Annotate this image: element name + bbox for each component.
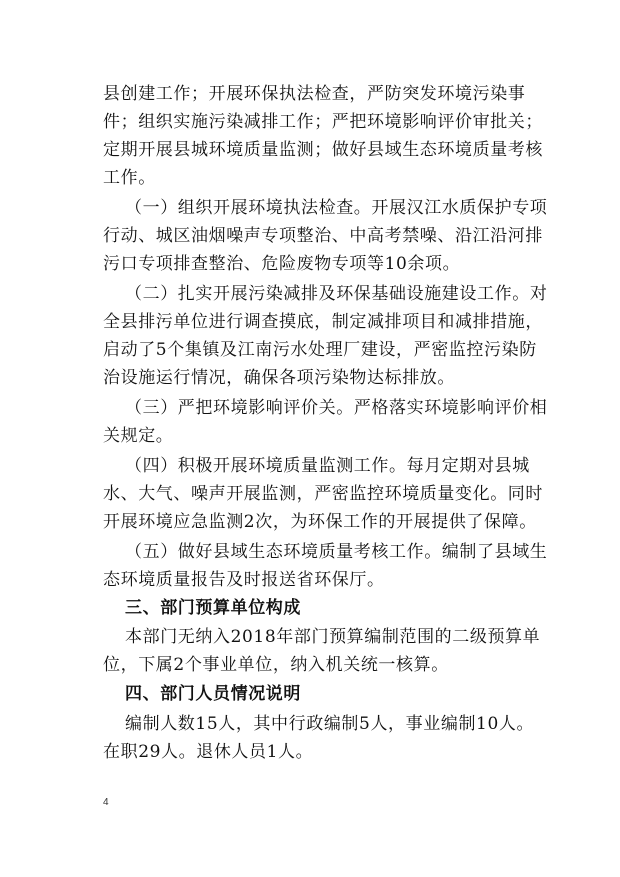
line-text: 工作。	[103, 168, 156, 188]
line-text: 污口专项排查整治、危险废物专项等10余项。	[103, 254, 461, 274]
line-text: 开展环境应急监测2次，为环保工作的开展提供了保障。	[103, 512, 537, 532]
line-text: 编制人数15人，其中行政编制5人，事业编制10人。	[125, 714, 535, 734]
text-line	[103, 224, 543, 248]
line-text: 本部门无纳入2018年部门预算编制范围的二级预算单	[125, 627, 541, 647]
page-number: 4	[103, 797, 109, 808]
line-text: 严格落实环境影响评价相	[353, 398, 548, 418]
line-text: 行动、城区油烟噪声专项整治、中高考禁噪、沿江沿河排	[103, 226, 543, 246]
text-line	[103, 166, 156, 190]
item-lead: （三）严把环境影响评价关。	[125, 398, 354, 418]
text-line	[103, 740, 313, 764]
text-line	[103, 310, 543, 334]
section-heading	[125, 596, 301, 620]
item-lead: （一）组织开展环境执法检查。	[125, 198, 372, 218]
section-heading	[125, 682, 301, 706]
line-text: 四、部门人员情况说明	[125, 684, 301, 704]
text-line	[103, 424, 173, 448]
line-text: 对	[529, 284, 548, 304]
line-text: 开展汉江水质保护专项	[371, 198, 548, 218]
text-line	[103, 252, 460, 276]
text-line	[125, 196, 547, 220]
text-line	[103, 568, 385, 592]
text-line	[125, 282, 547, 306]
line-text: 三、部门预算单位构成	[125, 598, 301, 618]
line-text: 定期开展县城环境质量监测；做好县域生态环境质量考核	[103, 140, 543, 160]
text-line	[103, 110, 543, 134]
text-line	[125, 712, 534, 736]
text-line	[103, 510, 537, 534]
line-text: 每月定期对县城	[406, 456, 530, 476]
text-line	[125, 396, 547, 420]
text-line	[125, 454, 530, 478]
line-text: 治设施运行情况，确保各项污染物达标排放。	[103, 368, 455, 388]
text-line	[125, 625, 540, 649]
text-line	[103, 338, 537, 362]
line-text: 全县排污单位进行调查摸底，制定减排项目和减排措施，	[103, 312, 543, 332]
line-text: 县创建工作；开展环保执法检查，严防突发环境污染事	[103, 84, 526, 104]
text-line	[103, 482, 543, 506]
item-lead: （四）积极开展环境质量监测工作。	[125, 456, 407, 476]
line-text: 关规定。	[103, 426, 174, 446]
item-lead: （二）扎实开展污染减排及环保基础设施建设工作。	[125, 284, 530, 304]
line-text: 启动了5个集镇及江南污水处理厂建设，严密监控污染防	[103, 340, 537, 360]
line-text: 态环境质量报告及时报送省环保厅。	[103, 570, 385, 590]
text-line	[103, 82, 525, 106]
text-line	[103, 366, 455, 390]
line-text: 件；组织实施污染减排工作；严把环境影响评价审批关；	[103, 112, 543, 132]
line-text: 编制了县域生	[441, 542, 548, 562]
line-text: 位，下属2个事业单位，纳入机关统一核算。	[103, 655, 449, 675]
text-line	[103, 138, 543, 162]
line-text: 水、大气、噪声开展监测，严密监控环境质量变化。同时	[103, 484, 543, 504]
line-text: 在职29人。退休人员1人。	[103, 742, 314, 762]
text-line	[125, 540, 547, 564]
text-line	[103, 653, 449, 677]
item-lead: （五）做好县域生态环境质量考核工作。	[125, 542, 442, 562]
